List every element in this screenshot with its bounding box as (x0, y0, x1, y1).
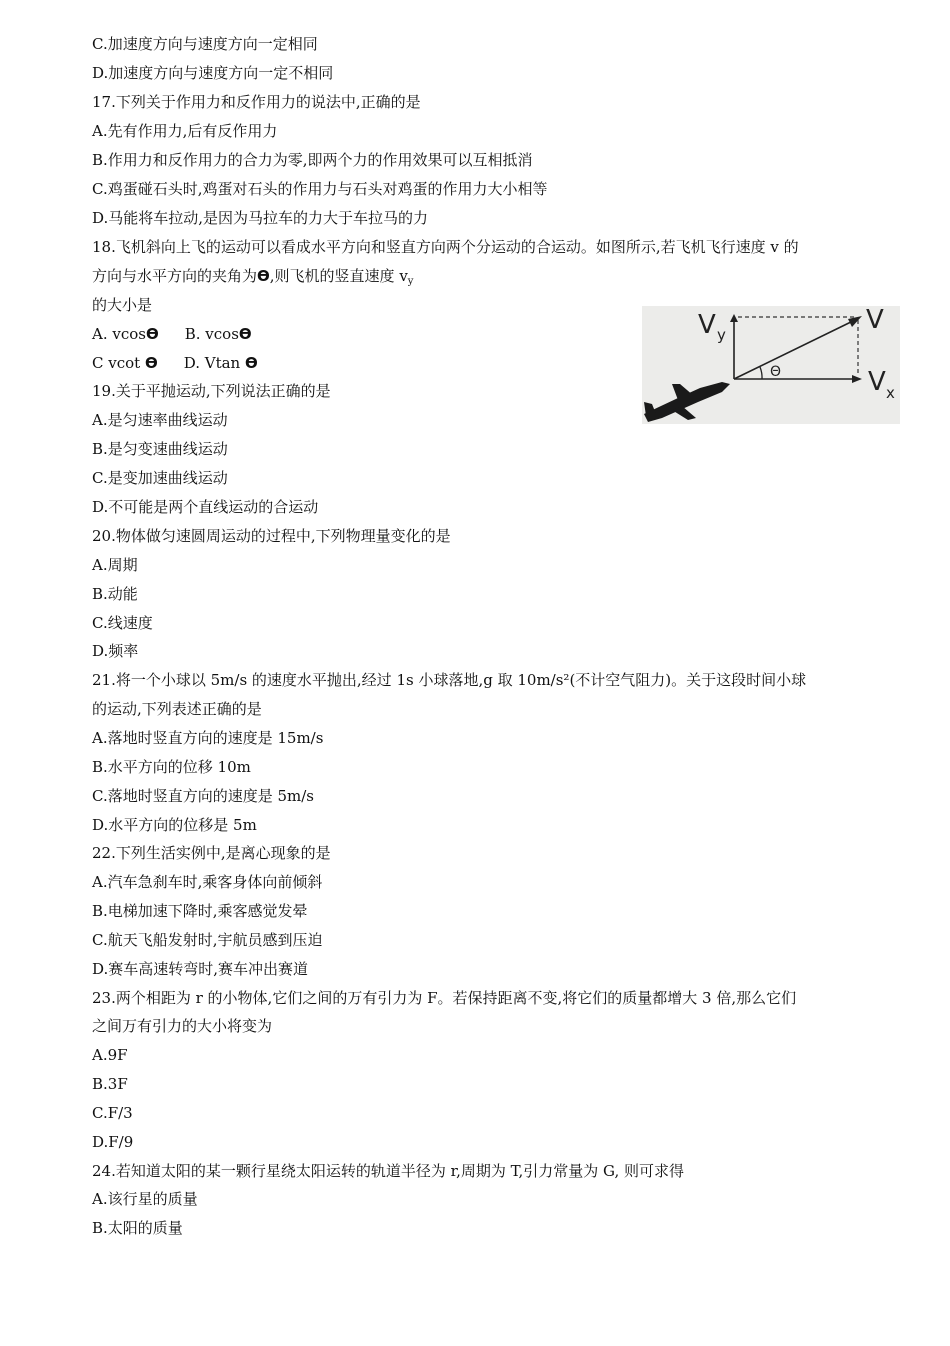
v-arrowhead (848, 316, 862, 327)
q19-option-d: D.不可能是两个直线运动的合运动 (92, 498, 319, 516)
q23-option-b: B.3F (92, 1075, 128, 1093)
q19-stem: 19.关于平抛运动,下列说法正确的是 (92, 382, 331, 400)
velocity-diagram (642, 306, 900, 424)
q22-option-b: B.电梯加速下降时,乘客感觉发晕 (92, 902, 308, 920)
v-vector (734, 320, 855, 379)
q20-option-b: B.动能 (92, 585, 138, 603)
q24-stem: 24.若知道太阳的某一颗行星绕太阳运转的轨道半径为 r,周期为 T,引力常量为 G, 则可求得 (92, 1162, 685, 1180)
vx-arrowhead (852, 375, 862, 383)
theta-symbol: ϴ (144, 354, 158, 372)
airplane-icon (644, 382, 730, 422)
vx-label-sub: x (886, 384, 895, 402)
q21-option-a: A.落地时竖直方向的速度是 15m/s (92, 729, 324, 747)
q16-option-d: D.加速度方向与速度方向一定不相同 (92, 64, 334, 82)
q18-options-ab (92, 323, 252, 345)
q23-stem-line2: 之间万有引力的大小将变为 (92, 1017, 273, 1035)
q18-stem-text-mid: ,则飞机的竖直速度 v (269, 267, 408, 285)
q23-option-d: D.F/9 (92, 1133, 134, 1151)
q17-stem: 17.下列关于作用力和反作用力的说法中,正确的是 (92, 93, 421, 111)
angle-label: Θ (770, 364, 782, 380)
q18-stem-text: 方向与水平方向的夹角为 (92, 267, 258, 285)
q20-option-a: A.周期 (92, 556, 138, 574)
angle-arc (760, 367, 762, 379)
q23-option-c: C.F/3 (92, 1104, 133, 1122)
q19-option-c: C.是变加速曲线运动 (92, 469, 228, 487)
q19-option-a: A.是匀速率曲线运动 (92, 411, 228, 429)
v-label: V (866, 306, 884, 335)
q24-option-b: B.太阳的质量 (92, 1219, 183, 1237)
theta-symbol: ϴ (145, 325, 159, 343)
q20-option-d: D.频率 (92, 642, 139, 660)
vy-label: V (698, 310, 716, 340)
q20-option-c: C.线速度 (92, 614, 153, 632)
q18-option-d: D. Vtan (183, 354, 245, 372)
q17-option-d: D.马能将车拉动,是因为马拉车的力大于车拉马的力 (92, 209, 429, 227)
q23-stem-line1: 23.两个相距为 r 的小物体,它们之间的万有引力为 F。若保持距离不变,将它们的质量都增大 3 倍,那么它们 (92, 989, 797, 1007)
theta-symbol: ϴ (257, 267, 270, 285)
q18-stem-line3: 的大小是 (92, 296, 153, 314)
q18-option-b: B. vcos (184, 325, 239, 343)
q18-options-cd (92, 352, 258, 374)
q22-stem: 22.下列生活实例中,是离心现象的是 (92, 844, 331, 862)
q16-option-c: C.加速度方向与速度方向一定相同 (92, 35, 318, 53)
vy-label-sub: y (717, 326, 726, 344)
q18-option-a: A. vcos (92, 325, 146, 343)
vy-arrowhead (730, 314, 738, 322)
q23-option-a: A.9F (92, 1046, 128, 1064)
q21-option-b: B.水平方向的位移 10m (92, 758, 251, 776)
theta-symbol: ϴ (238, 325, 252, 343)
q22-option-a: A.汽车急刹车时,乘客身体向前倾斜 (92, 873, 323, 891)
q21-stem-line2: 的运动,下列表述正确的是 (92, 700, 262, 718)
q20-stem: 20.物体做匀速圆周运动的过程中,下列物理量变化的是 (92, 527, 451, 545)
q18-stem-line1: 18.飞机斜向上飞的运动可以看成水平方向和竖直方向两个分运动的合运动。如图所示,若飞机飞行速度 v 的 (92, 238, 799, 256)
q18-option-c: C vcot (92, 354, 145, 372)
q17-option-b: B.作用力和反作用力的合力为零,即两个力的作用效果可以互相抵消 (92, 151, 533, 169)
velocity-diagram-svg (642, 306, 900, 424)
q21-option-c: C.落地时竖直方向的速度是 5m/s (92, 787, 314, 805)
q17-option-c: C.鸡蛋碰石头时,鸡蛋对石头的作用力与石头对鸡蛋的作用力大小相等 (92, 180, 548, 198)
q17-option-a: A.先有作用力,后有反作用力 (92, 122, 278, 140)
q21-stem-line1: 21.将一个小球以 5m/s 的速度水平抛出,经过 1s 小球落地,g 取 10m/s²(不计空气阻力)。关于这段时间小球 (92, 671, 807, 689)
vy-subscript: y (407, 276, 414, 287)
q21-option-d: D.水平方向的位移是 5m (92, 816, 257, 834)
q24-option-a: A.该行星的质量 (92, 1190, 198, 1208)
q18-stem-line2 (92, 265, 413, 287)
vx-label: V (868, 367, 886, 397)
q19-option-b: B.是匀变速曲线运动 (92, 440, 228, 458)
theta-symbol: ϴ (244, 354, 258, 372)
q22-option-c: C.航天飞船发射时,宇航员感到压迫 (92, 931, 323, 949)
q22-option-d: D.赛车高速转弯时,赛车冲出赛道 (92, 960, 309, 978)
